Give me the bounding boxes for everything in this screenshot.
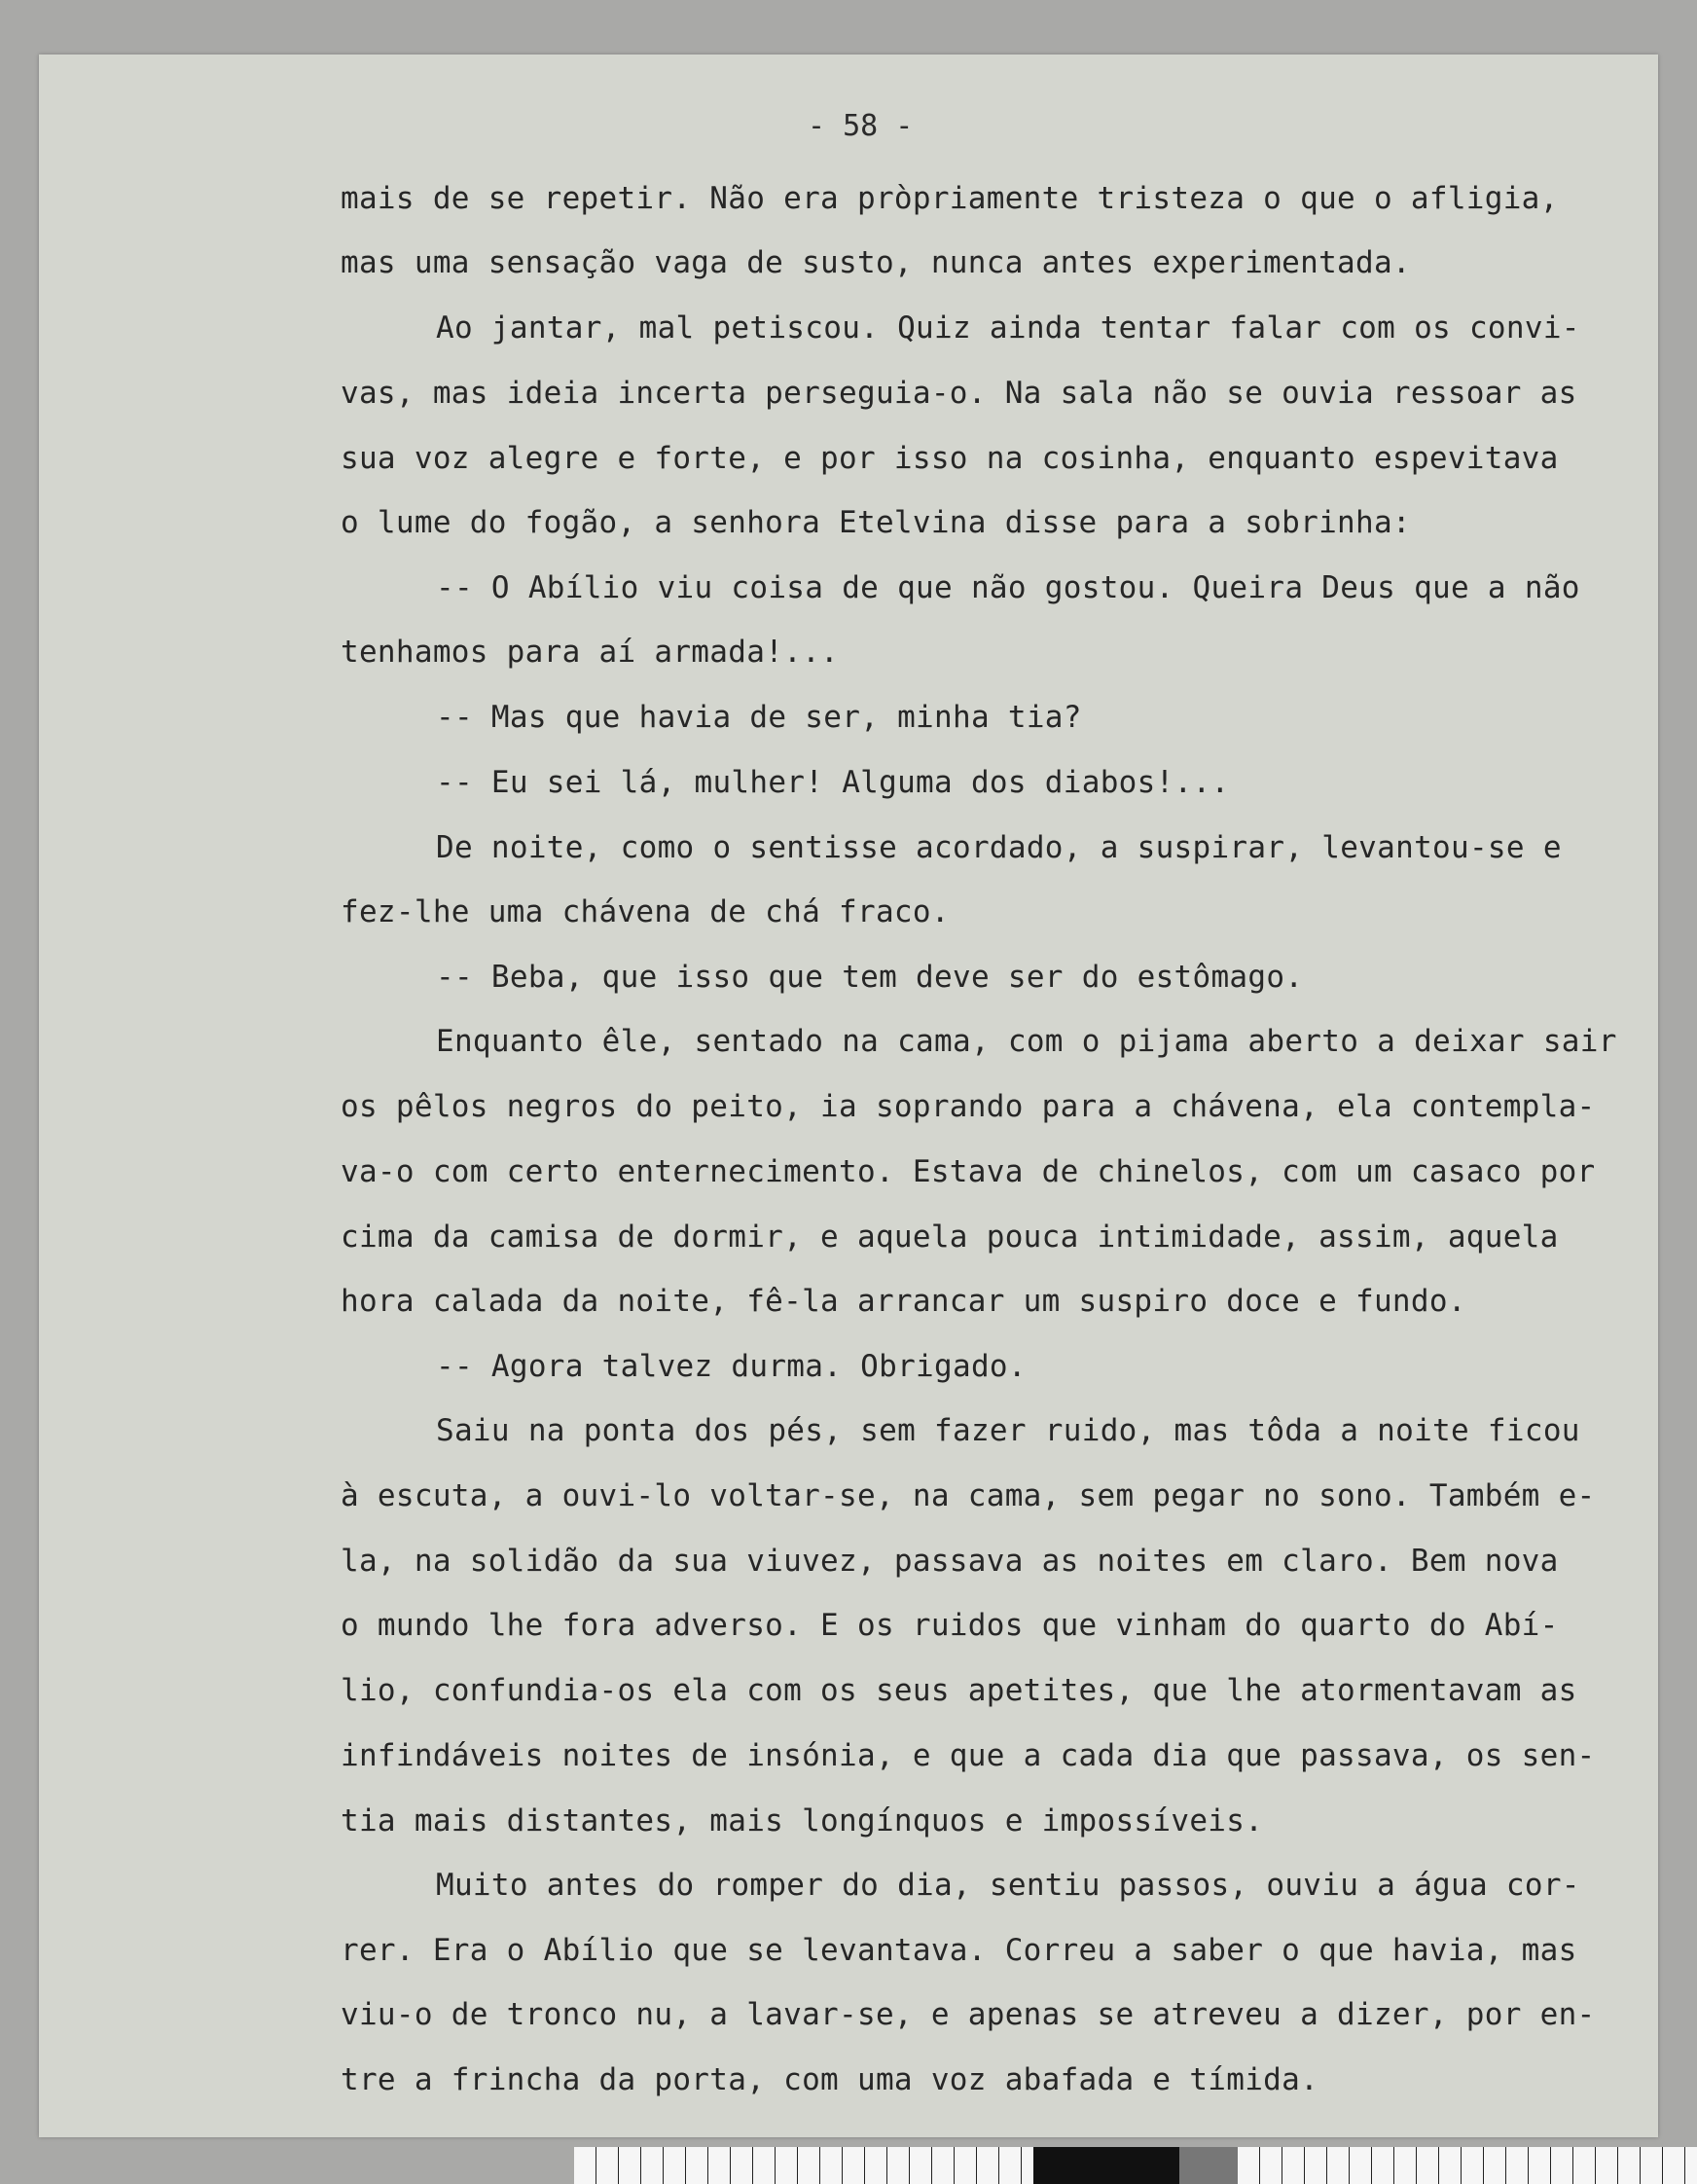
text-line: Saiu na ponta dos pés, sem fazer ruido, mas tôda a noite ficou	[436, 1413, 1580, 1448]
text-line: va-o com certo enternecimento. Estava de chinelos, com um casaco por	[341, 1154, 1596, 1189]
text-line: la, na solidão da sua viuvez, passava as noites em claro. Bem nova	[341, 1544, 1559, 1579]
text-line: o mundo lhe fora adverso. E os ruidos que vinham do quarto do Abí-	[341, 1608, 1559, 1643]
text-line: -- Eu sei lá, mulher! Alguma dos diabos!...	[436, 765, 1230, 800]
text-line: De noite, como o sentisse acordado, a suspirar, levantou-se e	[436, 830, 1562, 865]
text-line: infindáveis noites de insónia, e que a cada dia que passava, os sen-	[341, 1738, 1596, 1773]
text-line: à escuta, a ouvi-lo voltar-se, na cama, sem pegar no sono. Também e-	[341, 1478, 1596, 1513]
ruler-ticks	[574, 2147, 1033, 2184]
text-line: -- O Abílio viu coisa de que não gostou. Queira Deus que a não	[436, 570, 1580, 605]
text-line: o lume do fogão, a senhora Etelvina disse para a sobrinha:	[341, 505, 1411, 540]
text-line: tia mais distantes, mais longínquos e impossíveis.	[341, 1803, 1264, 1838]
ruler-ticks	[1238, 2147, 1697, 2184]
page-number: - 58 -	[808, 109, 914, 143]
text-line: vas, mas ideia incerta perseguia-o. Na sala não se ouvia ressoar as	[341, 376, 1577, 411]
text-line: fez-lhe uma chávena de chá fraco.	[341, 894, 950, 929]
text-line: sua voz alegre e forte, e por isso na cosinha, enquanto espevitava	[341, 441, 1559, 476]
text-line: Ao jantar, mal petiscou. Quiz ainda tentar falar com os convi-	[436, 310, 1580, 346]
text-line: viu-o de tronco nu, a lavar-se, e apenas se atreveu a dizer, por en-	[341, 1997, 1596, 2032]
color-scale-bar	[574, 2147, 1697, 2184]
text-line: -- Mas que havia de ser, minha tia?	[436, 700, 1082, 735]
text-line: hora calada da noite, fê-la arrancar um suspiro doce e fundo.	[341, 1284, 1466, 1319]
text-line: rer. Era o Abílio que se levantava. Correu a saber o que havia, mas	[341, 1933, 1577, 1968]
text-line: cima da camisa de dormir, e aquela pouca intimidade, assim, aquela	[341, 1219, 1559, 1255]
text-line: mais de se repetir. Não era pròpriamente tristeza o que o afligia,	[341, 181, 1559, 216]
text-line: Enquanto êle, sentado na cama, com o pijama aberto a deixar sair	[436, 1024, 1617, 1059]
scale-black-patch	[1033, 2147, 1179, 2184]
text-line: mas uma sensação vaga de susto, nunca antes experimentada.	[341, 245, 1411, 280]
text-line: -- Beba, que isso que tem deve ser do estômago.	[436, 960, 1304, 995]
text-line: tre a frincha da porta, com uma voz abafada e tímida.	[341, 2062, 1319, 2097]
text-line: Muito antes do romper do dia, sentiu passos, ouviu a água cor-	[436, 1868, 1580, 1903]
scale-gray-patch	[1179, 2147, 1238, 2184]
text-line: tenhamos para aí armada!...	[341, 635, 840, 670]
text-line: lio, confundia-os ela com os seus apetites, que lhe atormentavam as	[341, 1673, 1577, 1708]
text-line: -- Agora talvez durma. Obrigado.	[436, 1349, 1027, 1384]
text-line: os pêlos negros do peito, ia soprando para a chávena, ela contempla-	[341, 1089, 1596, 1124]
